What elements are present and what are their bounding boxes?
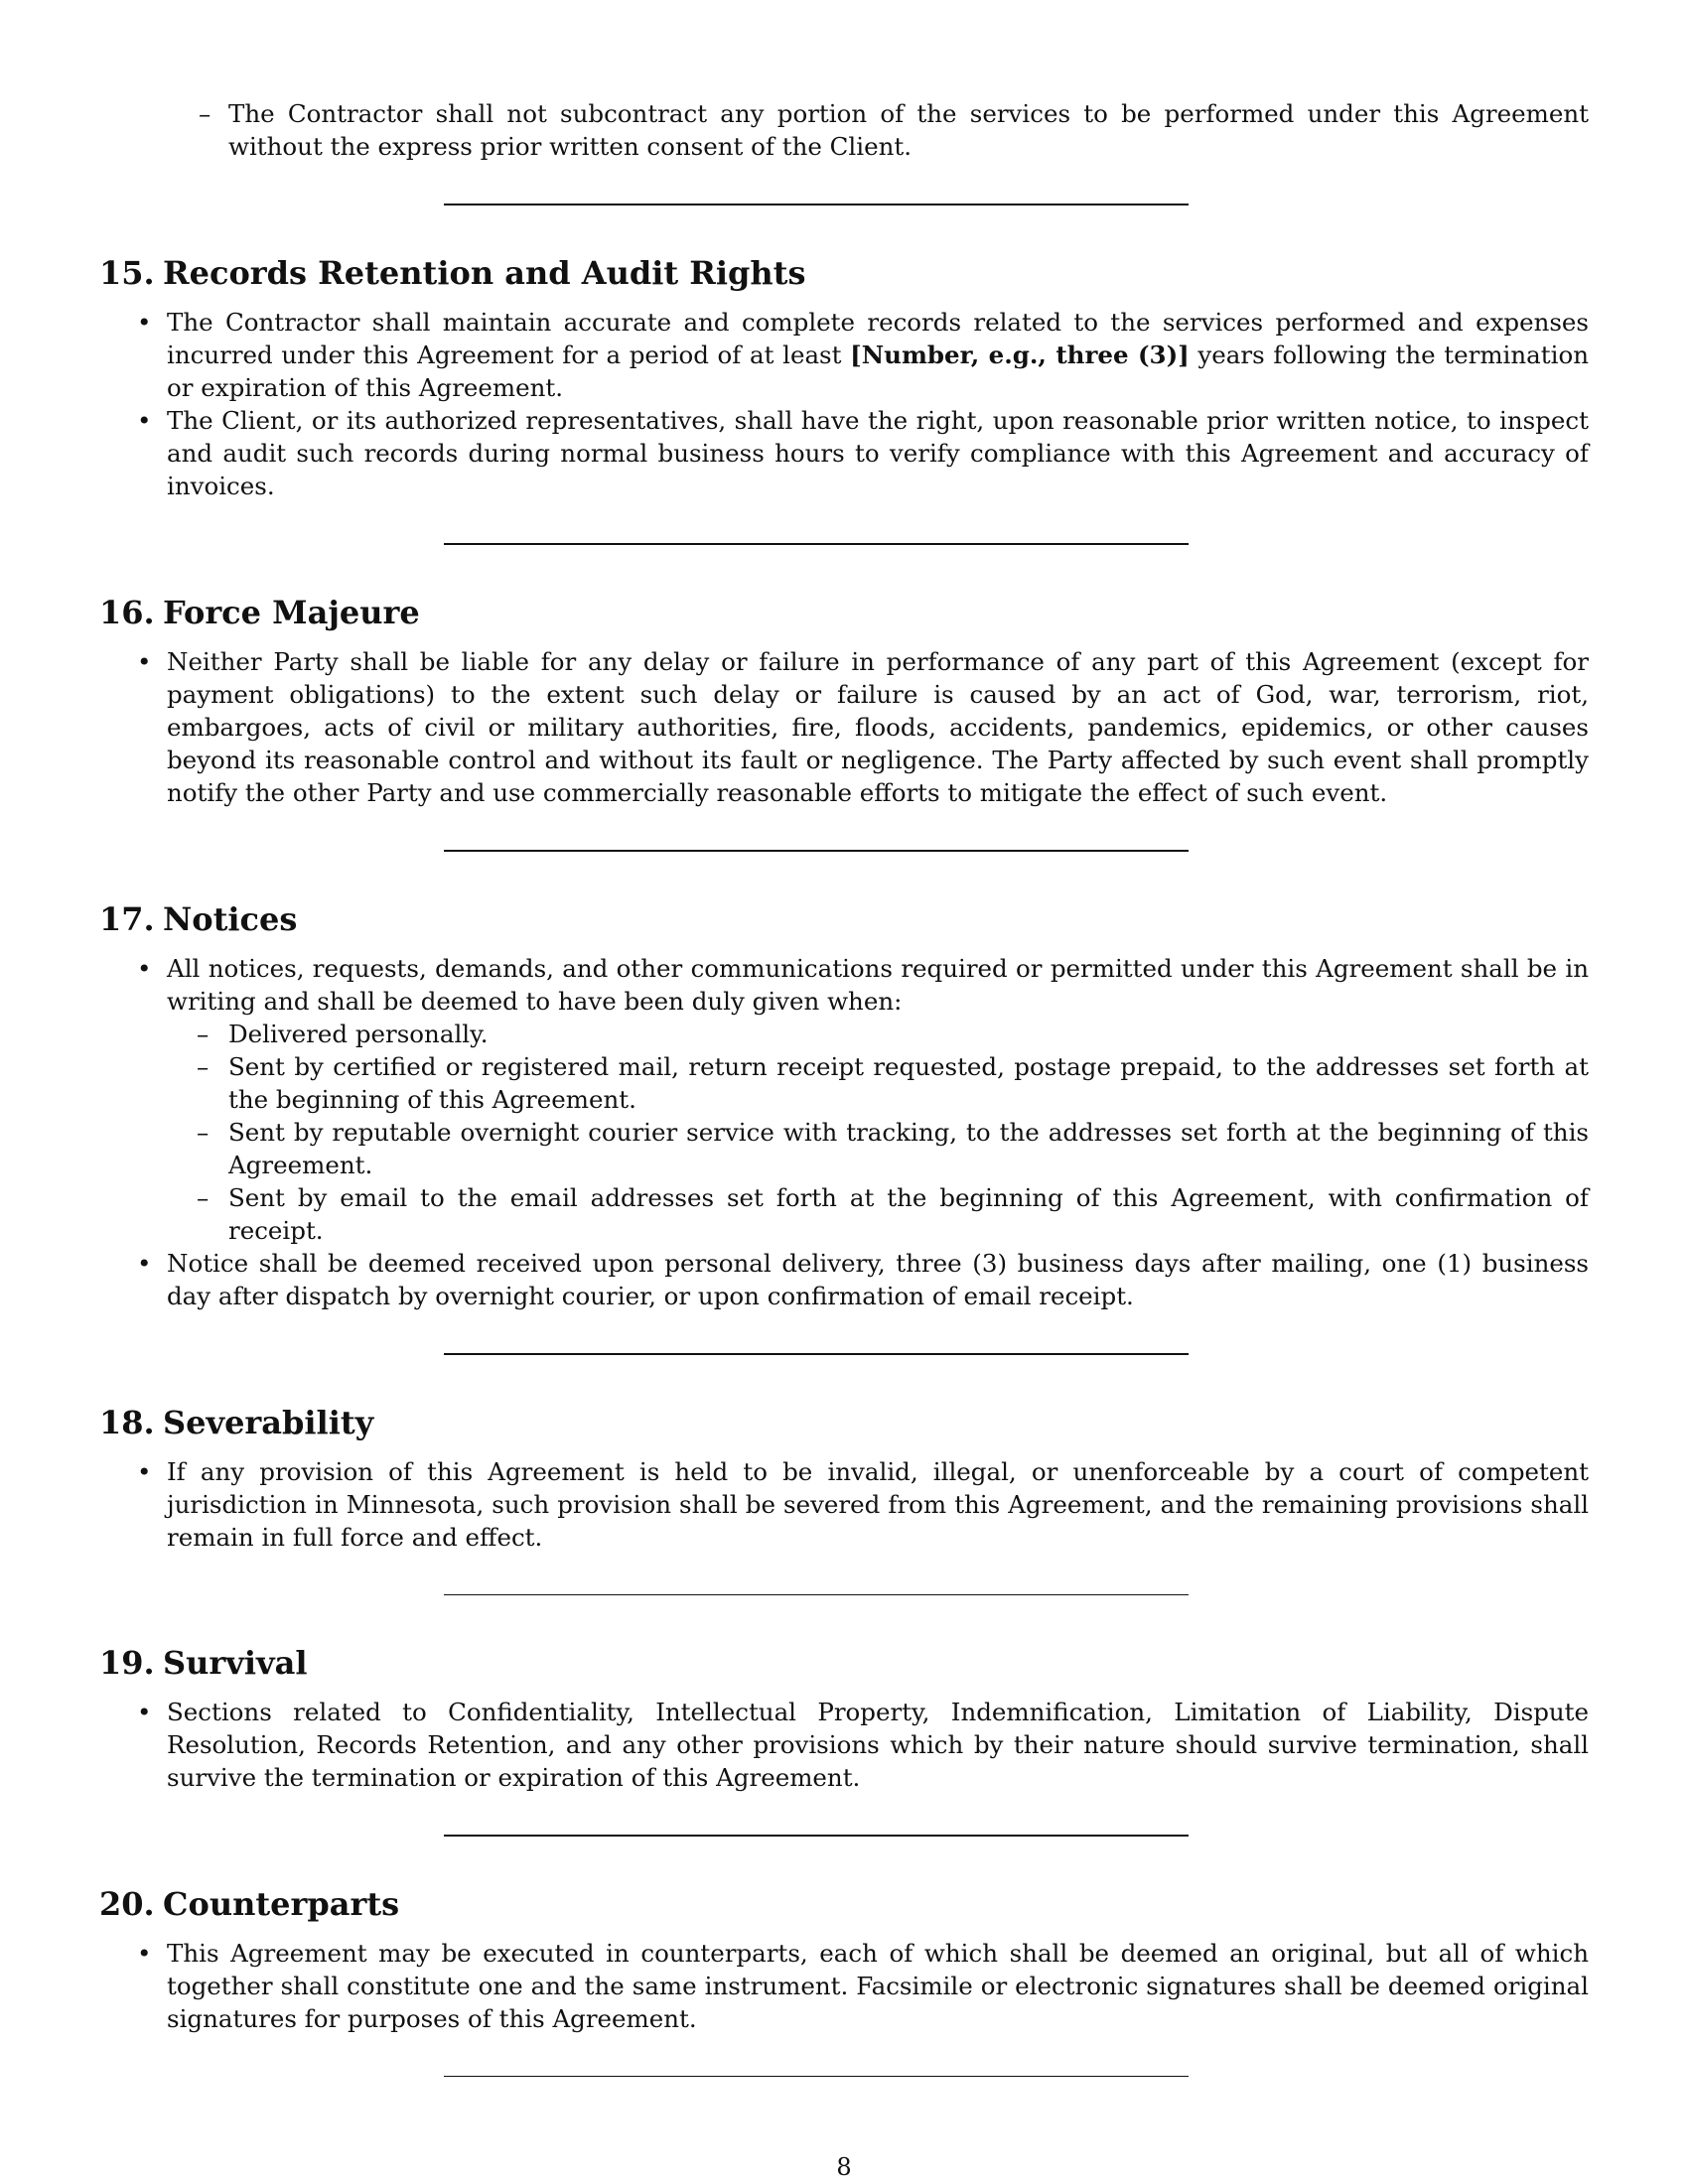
section-divider xyxy=(444,1835,1189,1837)
list-item-text: The Contractor shall maintain accurate and complete records related to the services performed and expenses incurred under this Agreement for a period of at least xyxy=(167,308,1589,369)
section-title-text: Notices xyxy=(163,900,298,938)
section-divider xyxy=(444,543,1189,545)
section-17-heading xyxy=(99,899,1589,939)
section-18-heading xyxy=(99,1403,1589,1442)
placeholder-bold: [Number, e.g., three (3)] xyxy=(850,341,1190,369)
list-item-text: years following the termination or expiration of this Agreement. xyxy=(167,341,1589,402)
section-divider xyxy=(444,2076,1189,2077)
notice-methods-list xyxy=(167,1018,1589,1247)
section-16-heading xyxy=(99,593,1589,632)
section-divider xyxy=(444,1594,1189,1595)
section-title-text: Records Retention and Audit Rights xyxy=(163,254,806,292)
list-item: • Sections related to Confidentiality, Intellectual Property, Indemnification, Limitation of Liability, Dispute Resolution, Records Retention, and any other provisions which by their nature should survive termination, shall survive the termination or expiration of this Agreement. xyxy=(99,1696,1589,1794)
section-title-text: Force Majeure xyxy=(163,594,420,631)
section-divider xyxy=(444,850,1189,852)
section-17-list xyxy=(99,952,1589,1312)
section-19-heading xyxy=(99,1643,1589,1683)
section-number: 17. xyxy=(99,900,155,938)
list-item: • Neither Party shall be liable for any delay or failure in performance of any part of this Agreement (except for payment obligations) to the extent such delay or failure is caused by an act of God, war, terrorism, riot, embargoes, acts of civil or military authorities, fire, floods, accidents, pandemics, epidemics, or other causes beyond its reasonable control and without its fault or negligence. The Party affected by such event shall promptly notify the other Party and use commercially reasonable efforts to mitigate the effect of such event. xyxy=(99,645,1589,809)
sub-list-item: – Delivered personally. xyxy=(167,1018,1589,1050)
section-number: 15. xyxy=(99,254,155,292)
list-item-text: All notices, requests, demands, and other communications required or permitted under this Agreement shall be in writing and shall be deemed to have been duly given when: xyxy=(167,954,1589,1016)
intro-dash-item: – The Contractor shall not subcontract any portion of the services to be performed under this Agreement without the express prior written consent of the Client. xyxy=(228,97,1589,163)
section-number: 16. xyxy=(99,594,155,631)
sub-list-item: – Sent by email to the email addresses set forth at the beginning of this Agreement, with confirmation of receipt. xyxy=(167,1181,1589,1247)
section-title-text: Severability xyxy=(163,1404,374,1441)
section-divider xyxy=(444,204,1189,205)
section-19-list xyxy=(99,1696,1589,1794)
document-body xyxy=(99,97,1589,2077)
section-16-list xyxy=(99,645,1589,809)
section-20-list xyxy=(99,1937,1589,2035)
intro-dash-list xyxy=(99,97,1589,163)
section-number: 20. xyxy=(99,1885,155,1923)
list-item xyxy=(99,952,1589,1247)
list-item: • This Agreement may be executed in counterparts, each of which shall be deemed an original, but all of which together shall constitute one and the same instrument. Facsimile or electronic signatures shall be deemed original signatures for purposes of this Agreement. xyxy=(99,1937,1589,2035)
list-item: • Notice shall be deemed received upon personal delivery, three (3) business days after mailing, one (1) business day after dispatch by overnight courier, or upon confirmation of email receipt. xyxy=(99,1247,1589,1312)
list-item: • The Client, or its authorized representatives, shall have the right, upon reasonable prior written notice, to inspect and audit such records during normal business hours to verify compliance with this Agreement and accuracy of invoices. xyxy=(99,404,1589,502)
sub-list-item: – Sent by reputable overnight courier service with tracking, to the addresses set forth at the beginning of this Agreement. xyxy=(167,1116,1589,1181)
section-number: 19. xyxy=(99,1644,155,1682)
section-number: 18. xyxy=(99,1404,155,1441)
list-item: • If any provision of this Agreement is held to be invalid, illegal, or unenforceable by a court of competent jurisdiction in Minnesota, such provision shall be severed from this Agreement, and the remaining provisions shall remain in full force and effect. xyxy=(99,1455,1589,1554)
section-title-text: Counterparts xyxy=(163,1885,400,1923)
section-15-list xyxy=(99,306,1589,502)
page-number: 8 xyxy=(836,2153,852,2181)
section-title-text: Survival xyxy=(163,1644,308,1682)
sub-list-item: – Sent by certified or registered mail, return receipt requested, postage prepaid, to the addresses set forth at the beginning of this Agreement. xyxy=(167,1050,1589,1116)
section-divider xyxy=(444,1353,1189,1355)
section-18-list xyxy=(99,1455,1589,1554)
section-20-heading xyxy=(99,1884,1589,1924)
list-item xyxy=(99,306,1589,404)
section-15-heading xyxy=(99,253,1589,293)
